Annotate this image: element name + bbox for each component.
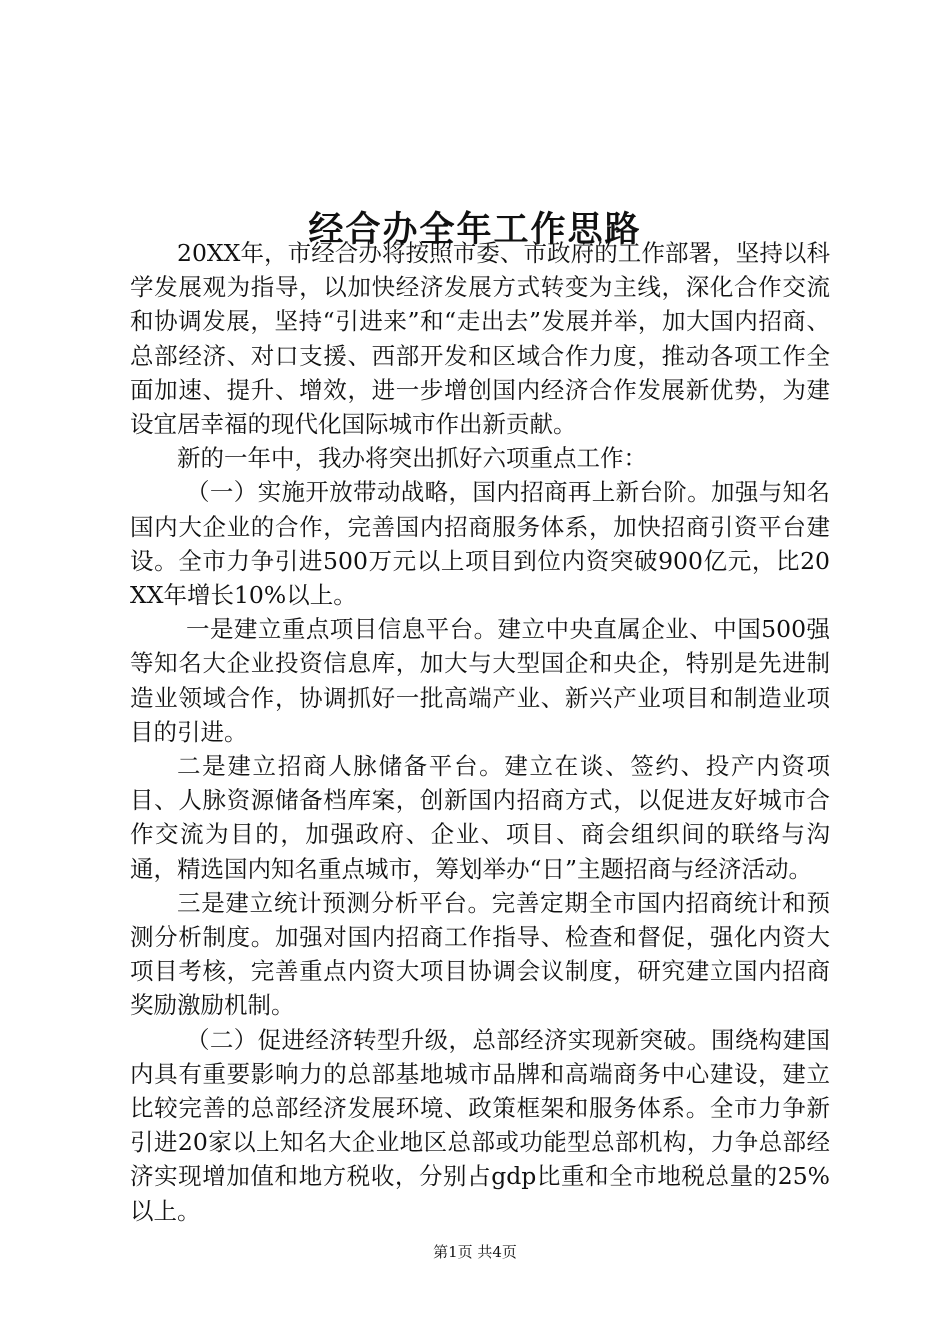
paragraph-item-2: 二是建立招商人脉储备平台。建立在谈、签约、投产内资项目、人脉资源储备档库案，创新国内招商方式，以促进友好城市合作交流为目的，加强政府、企业、项目、商会组织间的联络与沟通，精选国内知名重点城市，筹划举办“日”主题招商与经济活动。 xyxy=(130,752,830,883)
document-body xyxy=(130,236,830,1228)
document-title: 经合办全年工作思路 xyxy=(308,209,642,251)
paragraph-section-1: （一）实施开放带动战略，国内招商再上新台阶。加强与知名国内大企业的合作，完善国内招商服务体系，加快招商引资平台建设。全市力争引进500万元以上项目到位内资突破900亿元，比20XX年增长10%以上。 xyxy=(130,478,830,610)
page-number-footer: 第1页 共4页 xyxy=(433,1243,517,1261)
paragraph-section-2: （二）促进经济转型升级，总部经济实现新突破。围绕构建国内具有重要影响力的总部基地城市品牌和高端商务中心建设，建立比较完善的总部经济发展环境、政策框架和服务体系。全市力争新引进20家以上知名大企业地区总部或功能型总部机构，力争总部经济实现增加值和地方税收，分别占gdp比重和全市地税总量的25%以上。 xyxy=(130,1025,830,1225)
paragraph-overview: 新的一年中，我办将突出抓好六项重点工作： xyxy=(177,444,647,473)
paragraph-item-3: 三是建立统计预测分析平台。完善定期全市国内招商统计和预测分析制度。加强对国内招商工作指导、检查和督促，强化内资大项目考核，完善重点内资大项目协调会议制度，研究建立国内招商奖励激励机制。 xyxy=(130,888,830,1020)
paragraph-item-1: 一是建立重点项目信息平台。建立中央直属企业、中国500强等知名大企业投资信息库，加大与大型国企和央企，特别是先进制造业领域合作，协调抓好一批高端产业、新兴产业项目和制造业项目的引进。 xyxy=(130,615,830,746)
paragraph-intro: 20XX年，市经合办将按照市委、市政府的工作部署，坚持以科学发展观为指导，以加快经济发展方式转变为主线，深化合作交流和协调发展，坚持“引进来”和“走出去”发展并举，加大国内招商、总部经济、对口支援、西部开发和区域合作力度，推动各项工作全面加速、提升、增效，进一步增创国内经济合作发展新优势，为建设宜居幸福的现代化国际城市作出新贡献。 xyxy=(130,239,830,439)
